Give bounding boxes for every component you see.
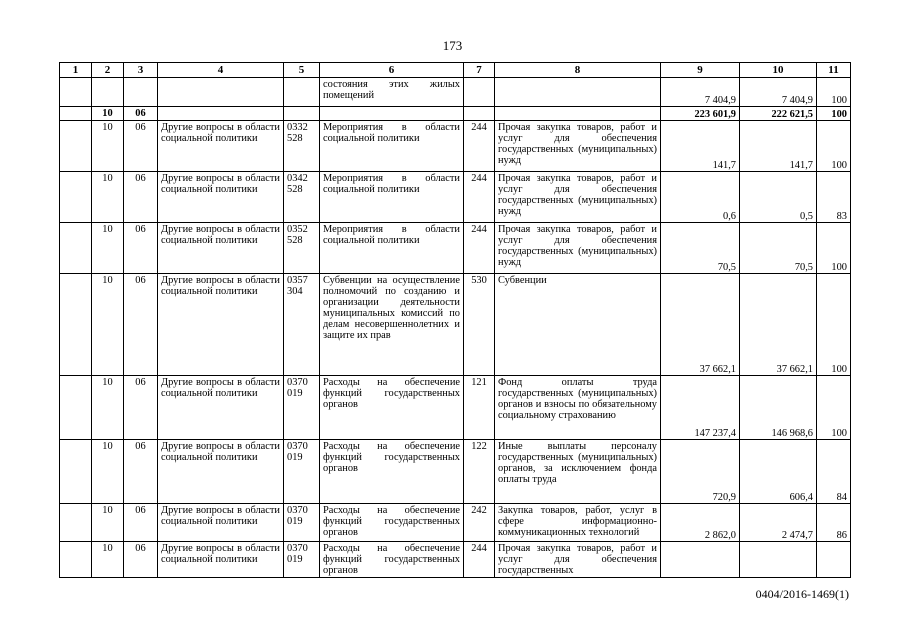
col1-cell: [60, 172, 92, 223]
actual-amount: 141,7: [740, 121, 817, 172]
section-code: [92, 78, 124, 107]
percent: 84: [817, 440, 851, 504]
expense-name: [320, 107, 464, 121]
percent: 100: [817, 376, 851, 440]
section-code: 10: [92, 223, 124, 274]
subsection-code: 06: [124, 440, 158, 504]
percent: 100: [817, 223, 851, 274]
table-row: [60, 504, 851, 542]
header-cell: 11: [817, 63, 851, 78]
page-number: 173: [442, 38, 463, 53]
subsection-code: 06: [124, 504, 158, 542]
table-row: [60, 223, 851, 274]
expense-name: Мероприятия в области социальной политики: [320, 223, 464, 274]
target-code: 0332 528: [284, 121, 320, 172]
header-cell: 9: [661, 63, 740, 78]
type-code: 242: [464, 504, 495, 542]
subsection-code: 06: [124, 107, 158, 121]
table-row: [60, 107, 851, 121]
section-code: 10: [92, 107, 124, 121]
table-row: [60, 376, 851, 440]
type-code: 122: [464, 440, 495, 504]
subsection-code: 06: [124, 542, 158, 578]
budget-table: [59, 62, 851, 578]
planned-amount: 37 662,1: [661, 274, 740, 376]
col1-cell: [60, 223, 92, 274]
actual-amount: 146 968,6: [740, 376, 817, 440]
actual-amount: 222 621,5: [740, 107, 817, 121]
type-code: 121: [464, 376, 495, 440]
actual-amount: 70,5: [740, 223, 817, 274]
type-name: Фонд оплаты труда государственных (муниципальных) органов и взносы по обязательному социальному страхованию: [495, 376, 661, 440]
subsection-code: 06: [124, 172, 158, 223]
section-name: Другие вопросы в области социальной политики: [158, 223, 284, 274]
planned-amount: 70,5: [661, 223, 740, 274]
type-code: 244: [464, 121, 495, 172]
section-name: Другие вопросы в области социальной политики: [158, 542, 284, 578]
section-name: Другие вопросы в области социальной политики: [158, 274, 284, 376]
header-cell: 7: [464, 63, 495, 78]
type-name: Закупка товаров, работ, услуг в сфере информационно-коммуникационных технологий: [495, 504, 661, 542]
subsection-code: 06: [124, 223, 158, 274]
actual-amount: 2 474,7: [740, 504, 817, 542]
col1-cell: [60, 440, 92, 504]
table-row: [60, 542, 851, 578]
percent: 100: [817, 121, 851, 172]
section-name: Другие вопросы в области социальной политики: [158, 121, 284, 172]
percent: 100: [817, 78, 851, 107]
expense-name: состояния этих жилых помещений: [320, 78, 464, 107]
type-name: [495, 107, 661, 121]
section-code: 10: [92, 121, 124, 172]
expense-name: Расходы на обеспечение функций государственных органов: [320, 542, 464, 578]
type-code: [464, 107, 495, 121]
planned-amount: 141,7: [661, 121, 740, 172]
section-name: [158, 78, 284, 107]
col1-cell: [60, 78, 92, 107]
percent: [817, 542, 851, 578]
expense-name: Расходы на обеспечение функций государственных органов: [320, 504, 464, 542]
target-code: [284, 107, 320, 121]
table-row: [60, 274, 851, 376]
col1-cell: [60, 504, 92, 542]
section-name: Другие вопросы в области социальной политики: [158, 376, 284, 440]
subsection-code: 06: [124, 121, 158, 172]
header-row: [60, 63, 851, 78]
subsection-code: [124, 78, 158, 107]
section-code: 10: [92, 172, 124, 223]
planned-amount: 7 404,9: [661, 78, 740, 107]
header-cell: 8: [495, 63, 661, 78]
section-code: 10: [92, 440, 124, 504]
section-name: Другие вопросы в области социальной политики: [158, 504, 284, 542]
planned-amount: 223 601,9: [661, 107, 740, 121]
actual-amount: 7 404,9: [740, 78, 817, 107]
section-code: 10: [92, 376, 124, 440]
type-name: Прочая закупка товаров, работ и услуг для обеспечения государственных (муниципальных) нужд: [495, 223, 661, 274]
planned-amount: 720,9: [661, 440, 740, 504]
actual-amount: [740, 542, 817, 578]
target-code: 0352 528: [284, 223, 320, 274]
type-code: 530: [464, 274, 495, 376]
header-cell: 5: [284, 63, 320, 78]
planned-amount: 2 862,0: [661, 504, 740, 542]
col1-cell: [60, 107, 92, 121]
actual-amount: 0,5: [740, 172, 817, 223]
target-code: 0370 019: [284, 376, 320, 440]
expense-name: Расходы на обеспечение функций государственных органов: [320, 376, 464, 440]
section-name: Другие вопросы в области социальной политики: [158, 172, 284, 223]
expense-name: Мероприятия в области социальной политики: [320, 121, 464, 172]
header-cell: 3: [124, 63, 158, 78]
type-code: 244: [464, 172, 495, 223]
percent: 100: [817, 107, 851, 121]
type-name: Прочая закупка товаров, работ и услуг для обеспечения государственных (муниципальных) нужд: [495, 172, 661, 223]
col1-cell: [60, 376, 92, 440]
percent: 100: [817, 274, 851, 376]
actual-amount: 37 662,1: [740, 274, 817, 376]
target-code: 0357 304: [284, 274, 320, 376]
planned-amount: [661, 542, 740, 578]
expense-name: Расходы на обеспечение функций государственных органов: [320, 440, 464, 504]
actual-amount: 606,4: [740, 440, 817, 504]
header-cell: 2: [92, 63, 124, 78]
col1-cell: [60, 121, 92, 172]
target-code: 0370 019: [284, 542, 320, 578]
planned-amount: 0,6: [661, 172, 740, 223]
section-code: 10: [92, 504, 124, 542]
percent: 86: [817, 504, 851, 542]
table-row: [60, 121, 851, 172]
table-row: [60, 440, 851, 504]
col1-cell: [60, 274, 92, 376]
section-code: 10: [92, 274, 124, 376]
target-code: 0342 528: [284, 172, 320, 223]
planned-amount: 147 237,4: [661, 376, 740, 440]
type-code: 244: [464, 542, 495, 578]
type-name: [495, 78, 661, 107]
table-row: [60, 78, 851, 107]
section-name: Другие вопросы в области социальной политики: [158, 440, 284, 504]
target-code: 0370 019: [284, 440, 320, 504]
section-name: [158, 107, 284, 121]
section-code: 10: [92, 542, 124, 578]
document-id: 0404/2016-1469(1): [755, 587, 849, 601]
type-name: Прочая закупка товаров, работ и услуг для обеспечения государственных: [495, 542, 661, 578]
header-cell: 1: [60, 63, 92, 78]
header-cell: 6: [320, 63, 464, 78]
type-name: Иные выплаты персоналу государственных (муниципальных) органов, за исключением фонда оплаты труда: [495, 440, 661, 504]
col1-cell: [60, 542, 92, 578]
type-name: Субвенции: [495, 274, 661, 376]
header-cell: 10: [740, 63, 817, 78]
type-code: [464, 78, 495, 107]
subsection-code: 06: [124, 376, 158, 440]
header-cell: 4: [158, 63, 284, 78]
expense-name: Субвенции на осуществление полномочий по созданию и организации деятельности муниципальных комиссий по делам несовершеннолетних и защите их прав: [320, 274, 464, 376]
expense-name: Мероприятия в области социальной политики: [320, 172, 464, 223]
target-code: [284, 78, 320, 107]
percent: 83: [817, 172, 851, 223]
table-row: [60, 172, 851, 223]
type-name: Прочая закупка товаров, работ и услуг для обеспечения государственных (муниципальных) нужд: [495, 121, 661, 172]
subsection-code: 06: [124, 274, 158, 376]
type-code: 244: [464, 223, 495, 274]
target-code: 0370 019: [284, 504, 320, 542]
